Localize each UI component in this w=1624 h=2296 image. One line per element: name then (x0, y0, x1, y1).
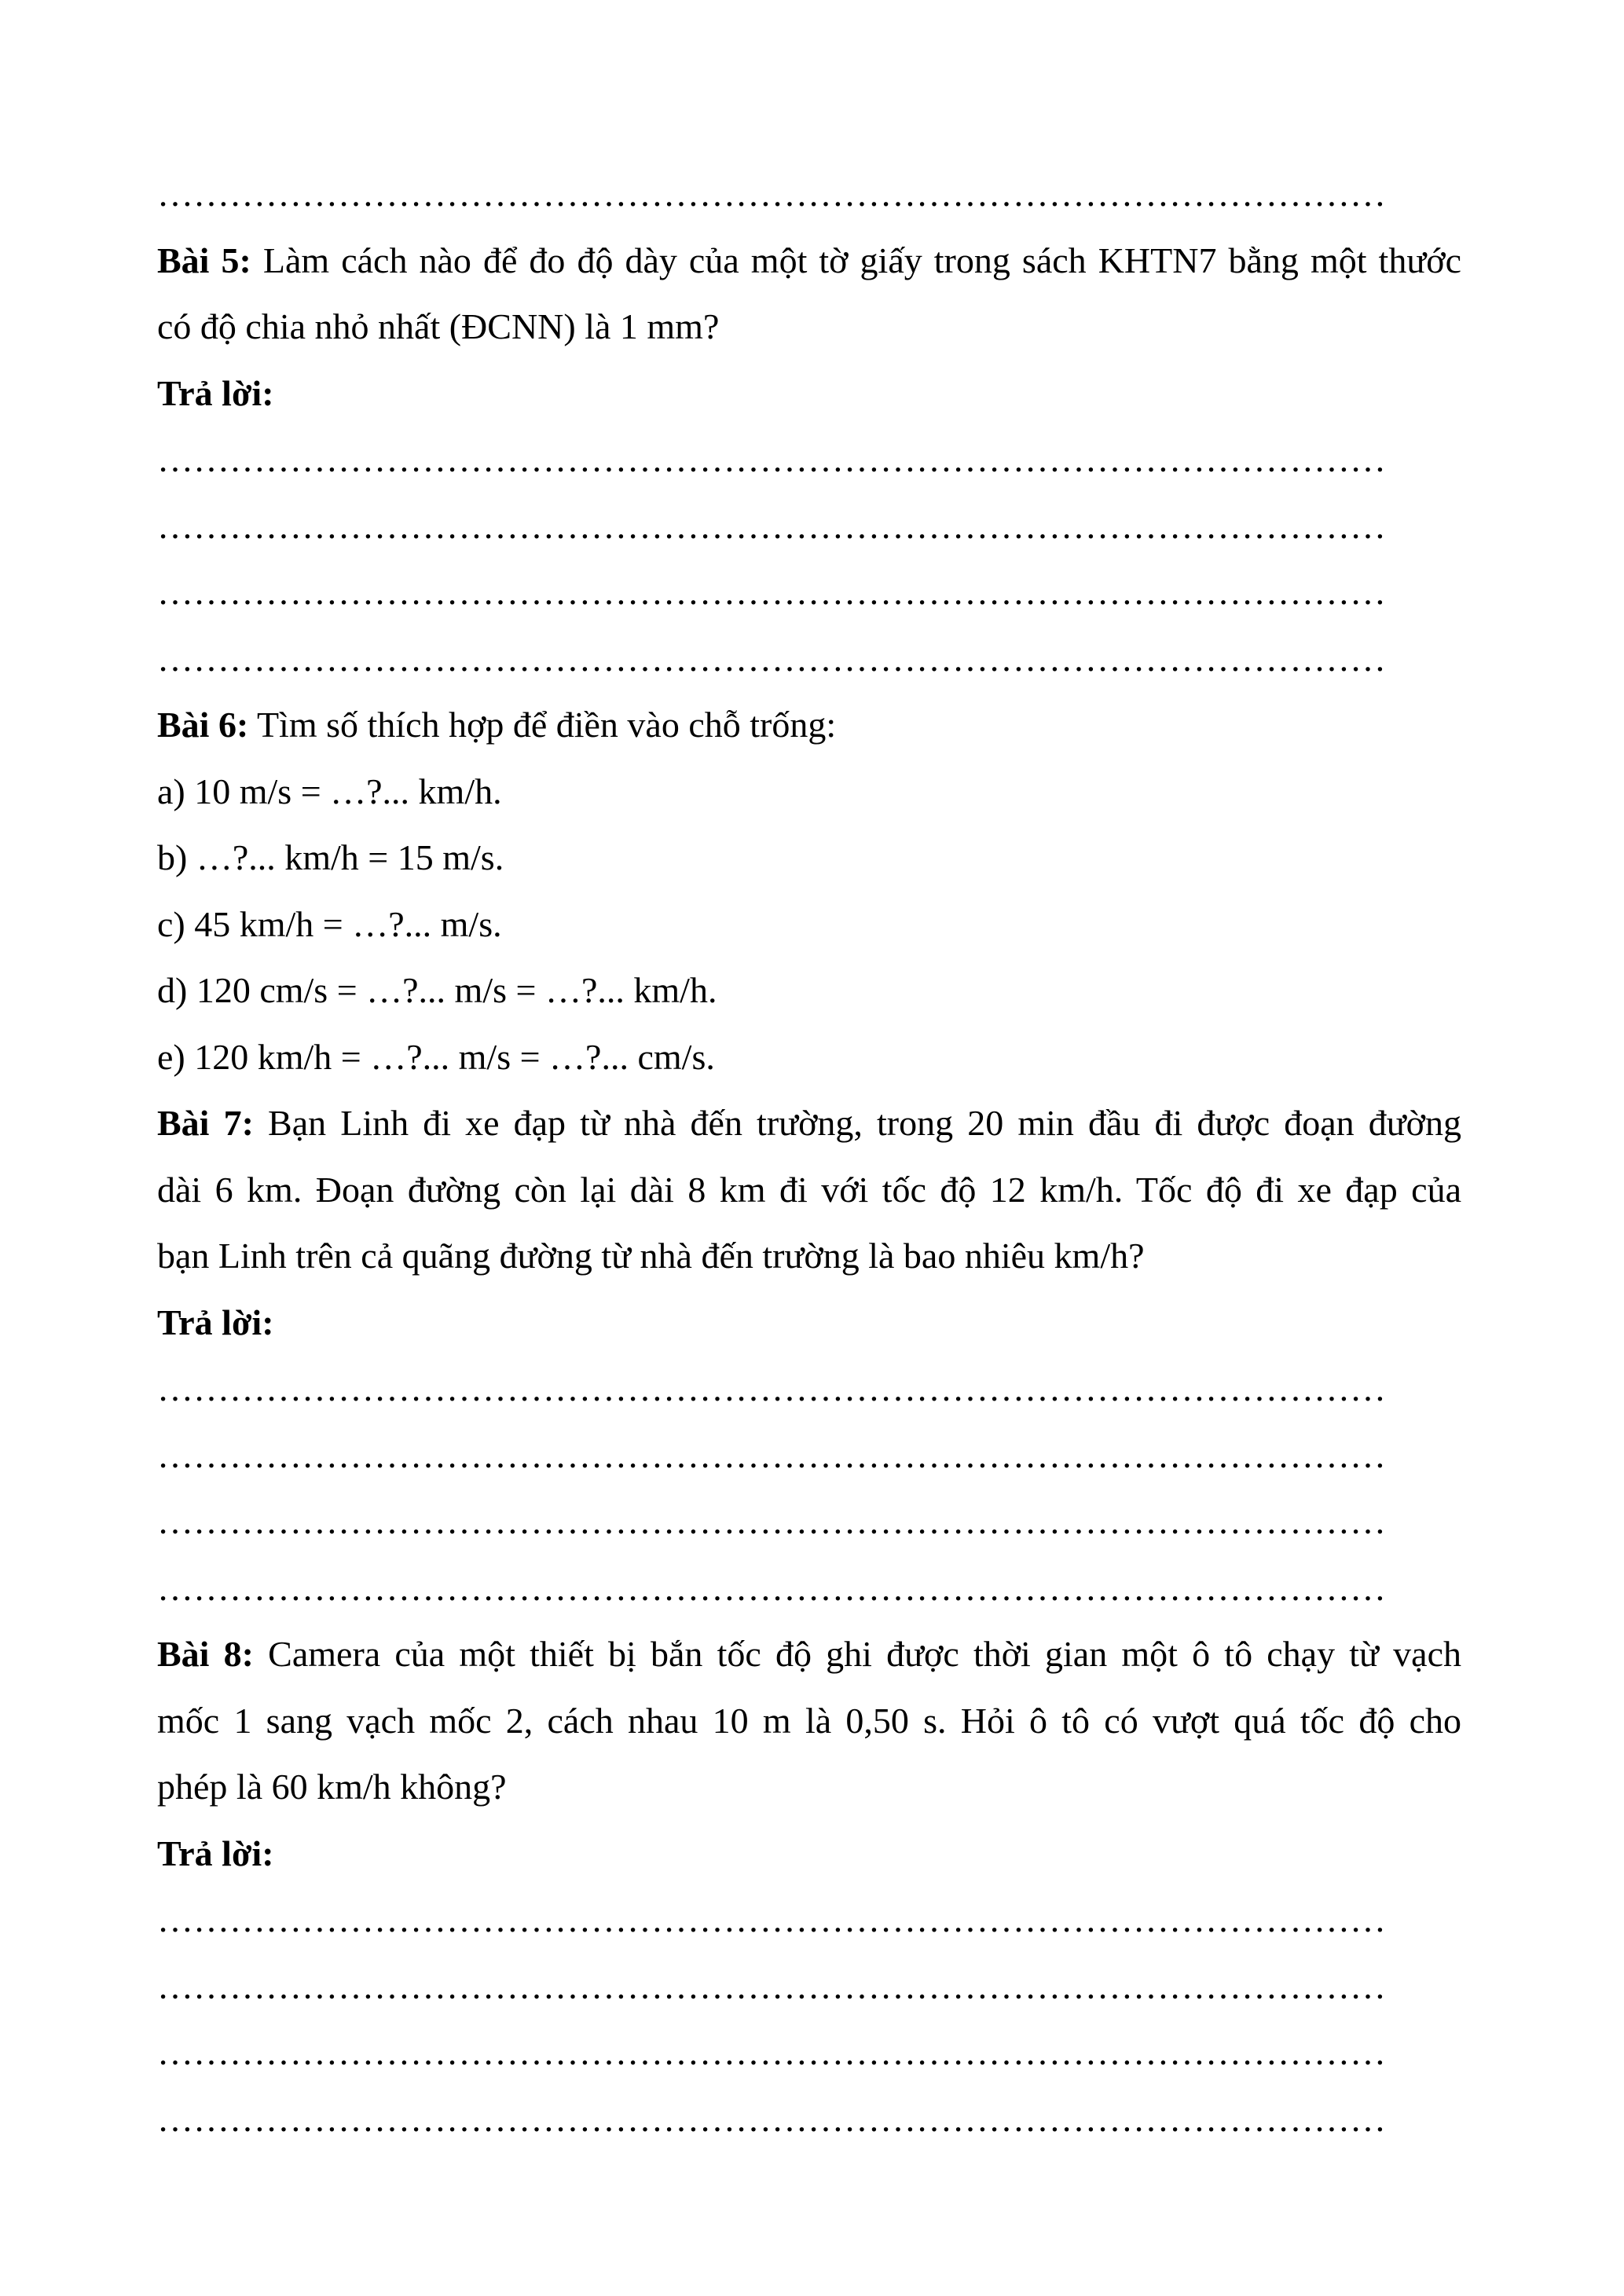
bai8-question-line-1 (157, 1621, 1461, 1688)
bai6-question (157, 692, 1461, 759)
bai5-answer-line-4: ………………………………………………………………………………………… (157, 638, 1386, 679)
bai6-label: Bài 6: (157, 705, 249, 745)
bai5-text-1: Làm cách nào để đo độ dày của một tờ giấy trong sách KHTN7 bằng một thước (251, 240, 1461, 280)
bai8-answer-line-1: ………………………………………………………………………………………… (157, 1899, 1386, 1939)
bai5-label: Bài 5: (157, 240, 251, 280)
bai7-answer-label-text: Trả lời: (157, 1302, 274, 1342)
bai7-answer-line-4: ………………………………………………………………………………………… (157, 1567, 1386, 1608)
bai6-prompt: Tìm số thích hợp để điền vào chỗ trống: (248, 705, 837, 745)
bai8-answer-label (157, 1821, 1461, 1888)
bai8-answer-label-text: Trả lời: (157, 1833, 274, 1873)
bai8-answer-line-2: ………………………………………………………………………………………… (157, 1965, 1386, 2006)
bai7-label: Bài 7: (157, 1103, 254, 1143)
bai5-answer-line-2: ………………………………………………………………………………………… (157, 505, 1386, 546)
bai5-answer-line-3: ………………………………………………………………………………………… (157, 572, 1386, 612)
bai6-item-a: a) 10 m/s = …?... km/h. (157, 771, 502, 811)
bai5-question-line-2: có độ chia nhỏ nhất (ĐCNN) là 1 mm? (157, 306, 720, 346)
bai7-answer-label (157, 1290, 1461, 1357)
bai8-question-line-3: phép là 60 km/h không? (157, 1767, 507, 1807)
bai8-answer-line-4: ………………………………………………………………………………………… (157, 2098, 1386, 2139)
bai7-answer-line-3: ………………………………………………………………………………………… (157, 1501, 1386, 1541)
bai8-question-line-2: mốc 1 sang vạch mốc 2, cách nhau 10 m là 0,50 s. Hỏi ô tô có vượt quá tốc độ cho (157, 1700, 1461, 1741)
bai5-answer-label-text: Trả lời: (157, 372, 274, 413)
bai6-item-b: b) …?... km/h = 15 m/s. (157, 837, 504, 877)
bai8-answer-line-3: ………………………………………………………………………………………… (157, 2032, 1386, 2072)
bai5-answer-line-1: ………………………………………………………………………………………… (157, 439, 1386, 479)
bai6-item-e: e) 120 km/h = …?... m/s = …?... cm/s. (157, 1036, 715, 1077)
bai6-item-c: c) 45 km/h = …?... m/s. (157, 903, 502, 944)
bai7-text-1: Bạn Linh đi xe đạp từ nhà đến trường, trong 20 min đầu đi được đoạn đường (253, 1103, 1462, 1143)
document-page (157, 161, 1461, 2152)
bai7-answer-line-2: ………………………………………………………………………………………… (157, 1434, 1386, 1475)
bai7-question-line-1 (157, 1090, 1461, 1157)
bai5-question-line-1 (157, 228, 1461, 295)
bai8-label: Bài 8: (157, 1634, 254, 1674)
bai7-question-line-3: bạn Linh trên cả quãng đường từ nhà đến trường là bao nhiêu km/h? (157, 1236, 1145, 1276)
bai7-question-line-2: dài 6 km. Đoạn đường còn lại dài 8 km đi với tốc độ 12 km/h. Tốc độ đi xe đạp của (157, 1169, 1461, 1210)
bai8-text-1: Camera của một thiết bị bắn tốc độ ghi được thời gian một ô tô chạy từ vạch (253, 1634, 1462, 1674)
answer-dotted-line: ………………………………………………………………………………………… (157, 174, 1386, 214)
bai6-item-d: d) 120 cm/s = …?... m/s = …?... km/h. (157, 970, 717, 1010)
bai7-answer-line-1: ………………………………………………………………………………………… (157, 1368, 1386, 1408)
bai5-answer-label (157, 361, 1461, 427)
